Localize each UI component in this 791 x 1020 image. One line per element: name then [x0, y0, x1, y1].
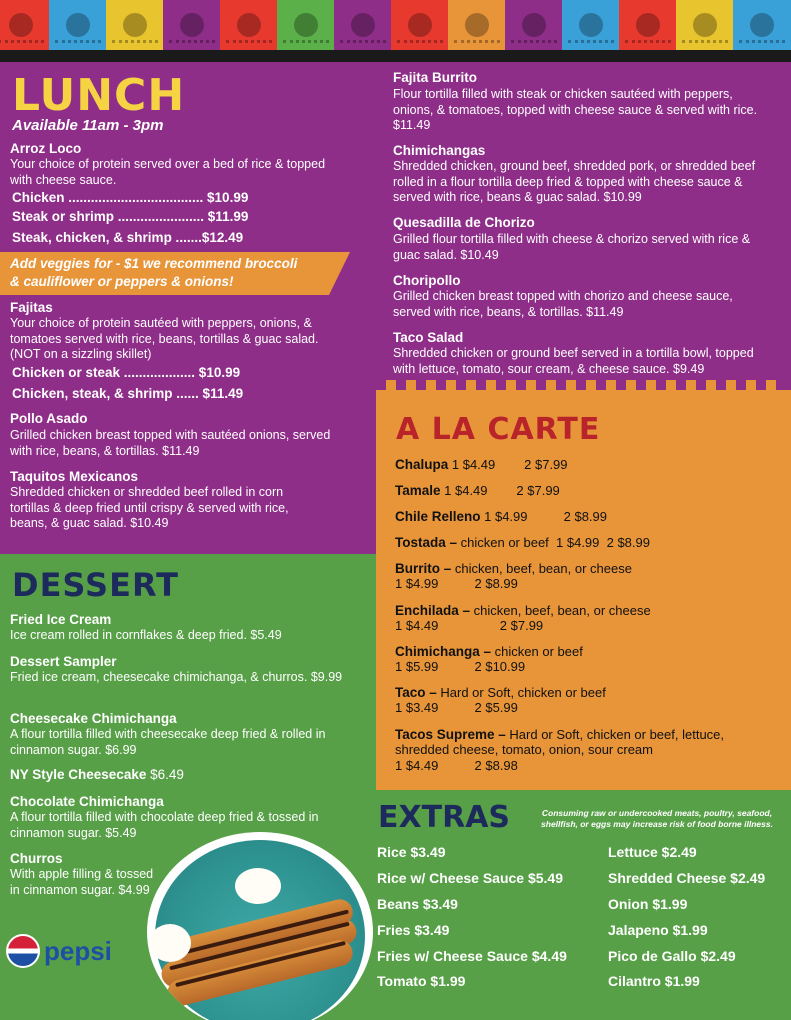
- a-la-carte-item-name: Burrito –: [395, 561, 452, 576]
- papel-picado-flag: [391, 0, 449, 50]
- extras-item: Fries $3.49: [377, 922, 450, 938]
- sun-icon: [9, 13, 33, 37]
- a-la-carte-item-detail: chicken, beef, bean, or cheese: [470, 603, 651, 618]
- extras-item: Onion $1.99: [608, 896, 688, 912]
- ny-cheesecake-price: $6.49: [150, 767, 184, 782]
- taquitos-desc: Shredded chicken or shredded beef rolled in corn tortillas & deep fried until crispy & served with rice, beans, & guac salad. $10.49: [10, 485, 289, 530]
- flag-fringe: [625, 40, 671, 44]
- papel-picado-flag: [448, 0, 506, 50]
- a-la-carte-item-price: 1 $3.49 2 $5.99: [395, 700, 518, 715]
- choripollo-name: Choripollo: [393, 273, 461, 288]
- a-la-carte-item-name: Taco –: [395, 685, 437, 700]
- lunch-hours: Available 11am - 3pm: [12, 117, 164, 134]
- zigzag-border: [376, 380, 791, 400]
- dessert-item-desc: A flour tortilla filled with cheesecake deep fried & rolled in cinnamon sugar. $6.99: [10, 727, 326, 757]
- extras-title: EXTRAS: [378, 800, 511, 835]
- flag-fringe: [169, 40, 215, 44]
- papel-picado-flag: [49, 0, 107, 50]
- a-la-carte-item-detail: Hard or Soft, chicken or beef: [436, 685, 606, 700]
- chimichangas-desc: Shredded chicken, ground beef, shredded pork, or shredded beef rolled in a flour tortilla deep fried & topped with cheese sauce & served with rice, beans & guac salad. $10.99: [393, 159, 756, 204]
- taco-salad-desc: Shredded chicken or ground beef served in a tortilla bowl, topped with lettuce, tomato, sour cream, & cheese sauce. $9.49: [393, 346, 754, 376]
- flag-fringe: [283, 40, 329, 44]
- dessert-item-name: Chocolate Chimichanga: [10, 794, 164, 809]
- papel-picado-flag: [163, 0, 221, 50]
- flower-icon: [750, 13, 774, 37]
- a-la-carte-item-detail: chicken, beef, bean, or cheese: [451, 561, 632, 576]
- a-la-carte-item-price: 1 $5.99 2 $10.99: [395, 659, 526, 674]
- extras-item: Cilantro $1.99: [608, 973, 700, 989]
- extras-item: Jalapeno $1.99: [608, 922, 708, 938]
- flower-icon: [351, 13, 375, 37]
- flag-fringe: [112, 40, 158, 44]
- papel-picado-flag: [619, 0, 677, 50]
- extras-item: Fries w/ Cheese Sauce $4.49: [377, 948, 567, 964]
- a-la-carte-item-name: Tamale: [395, 483, 441, 498]
- a-la-carte-item-detail: chicken or beef 1 $4.99 2 $8.99: [457, 535, 650, 550]
- fajitas-option: Chicken, steak, & shrimp ...... $11.49: [12, 386, 244, 401]
- dessert-item-desc: Ice cream rolled in cornflakes & deep fried. $5.49: [10, 628, 282, 642]
- fajitas-desc: Your choice of protein sautéed with peppers, onions, & tomatoes served with rice, beans, tortillas & guac salad. (NOT on a sizzling skillet): [10, 316, 319, 361]
- fajita-burrito-name: Fajita Burrito: [393, 70, 478, 85]
- dessert-item-name: Dessert Sampler: [10, 654, 117, 669]
- extras-item: Rice $3.49: [377, 844, 446, 860]
- taco-salad-name: Taco Salad: [393, 330, 464, 345]
- sun-icon: [408, 13, 432, 37]
- pollo-asado-name: Pollo Asado: [10, 411, 88, 426]
- papel-picado-flag: [0, 0, 50, 50]
- papel-picado-flag: [676, 0, 734, 50]
- whipped-cream: [149, 924, 191, 962]
- cactus-icon: [180, 13, 204, 37]
- a-la-carte-item: [395, 534, 650, 552]
- arroz-option: Steak or shrimp ....................... $11.99: [12, 209, 249, 224]
- veggie-note: Add veggies for - $1 we recommend broccoli & cauliflower or peppers & onions!: [10, 256, 298, 289]
- dessert-item-desc: A flour tortilla filled with chocolate deep fried & tossed in cinnamon sugar. $5.49: [10, 810, 319, 840]
- extras-item: Rice w/ Cheese Sauce $5.49: [377, 870, 563, 886]
- quesadilla-name: Quesadilla de Chorizo: [393, 215, 535, 230]
- dessert-item-name: Cheesecake Chimichanga: [10, 711, 177, 726]
- papel-picado-flag: [505, 0, 563, 50]
- quesadilla-desc: Grilled flour tortilla filled with cheese & chorizo served with rice & guac salad. $10.49: [393, 232, 751, 262]
- extras-item: Pico de Gallo $2.49: [608, 948, 736, 964]
- a-la-carte-item-price: 1 $4.99 2 $8.99: [395, 576, 518, 591]
- ny-cheesecake-line: [10, 767, 184, 782]
- a-la-carte-item-price: 1 $4.49 2 $8.98: [395, 758, 518, 773]
- extras-item: Lettuce $2.49: [608, 844, 697, 860]
- ny-cheesecake-name: NY Style Cheesecake: [10, 767, 147, 782]
- flag-fringe: [682, 40, 728, 44]
- papel-picado-banner: [0, 0, 791, 62]
- a-la-carte-item-name: Chile Relleno: [395, 509, 481, 524]
- papel-picado-flag: [562, 0, 620, 50]
- arroz-loco-name: Arroz Loco: [10, 141, 82, 156]
- a-la-carte-item-name: Tacos Supreme –: [395, 727, 506, 742]
- a-la-carte-item-price: shredded cheese, tomato, onion, sour cream: [395, 742, 653, 757]
- skull-icon: [237, 13, 261, 37]
- dessert-item-desc: With apple filling & tossed in cinnamon sugar. $4.99: [10, 867, 154, 897]
- flag-fringe: [568, 40, 614, 44]
- arroz-loco-desc: Your choice of protein served over a bed of rice & topped with cheese sauce.: [10, 157, 326, 187]
- skull-icon: [579, 13, 603, 37]
- a-la-carte-item-detail: 1 $4.49 2 $7.99: [440, 483, 560, 498]
- a-la-carte-item-detail: Hard or Soft, chicken or beef, lettuce,: [505, 727, 725, 742]
- a-la-carte-item-name: Chalupa: [395, 457, 449, 472]
- dessert-item-name: Fried Ice Cream: [10, 612, 112, 627]
- flower-icon: [522, 13, 546, 37]
- papel-picado-flag: [220, 0, 278, 50]
- flag-fringe: [739, 40, 785, 44]
- fajitas-option: Chicken or steak ................... $10.99: [12, 365, 241, 380]
- a-la-carte-item-detail: 1 $4.99 2 $8.99: [480, 509, 607, 524]
- arroz-option: Steak, chicken, & shrimp .......$12.49: [12, 230, 244, 245]
- fajitas-name: Fajitas: [10, 300, 53, 315]
- a-la-carte-item-price: 1 $4.49 2 $7.99: [395, 618, 544, 633]
- flower-icon: [636, 13, 660, 37]
- a-la-carte-item-name: Enchilada –: [395, 603, 471, 618]
- dessert-item-name: Churros: [10, 851, 63, 866]
- papel-picado-flag: [334, 0, 392, 50]
- whipped-cream: [235, 868, 281, 904]
- flag-fringe: [226, 40, 272, 44]
- fajita-burrito-desc: Flour tortilla filled with steak or chicken sautéed with peppers, onions, & tomatoes, topped with cheese sauce & served with rice. $11.49: [393, 87, 758, 132]
- a-la-carte-item-detail: chicken or beef: [491, 644, 583, 659]
- extras-item: Tomato $1.99: [377, 973, 466, 989]
- food-safety-warning: Consuming raw or undercooked meats, poultry, seafood, shellfish, or eggs may increase risk of food borne illness.: [541, 808, 773, 829]
- taquitos-name: Taquitos Mexicanos: [10, 469, 139, 484]
- flag-fringe: [0, 40, 44, 44]
- heart-icon: [465, 13, 489, 37]
- dessert-item-desc: Fried ice cream, cheesecake chimichanga, & churros. $9.99: [10, 670, 343, 684]
- pollo-asado-desc: Grilled chicken breast topped with sautéed onions, served with rice, beans, & tortillas. $11.49: [10, 428, 331, 458]
- pepsi-globe-icon: [6, 934, 40, 968]
- lunch-title: LUNCH: [12, 70, 186, 121]
- flag-fringe: [340, 40, 386, 44]
- a-la-carte-item-name: Tostada –: [395, 535, 458, 550]
- choripollo-desc: Grilled chicken breast topped with chorizo and cheese sauce, served with rice, beans, & tortillas. $11.49: [393, 289, 733, 319]
- a-la-carte-item: [395, 508, 607, 526]
- flag-fringe: [397, 40, 443, 44]
- papel-picado-flag: [277, 0, 335, 50]
- extras-item: Shredded Cheese $2.49: [608, 870, 766, 886]
- a-la-carte-item: [395, 482, 560, 500]
- flower-icon: [294, 13, 318, 37]
- pepsi-wordmark: pepsi: [44, 936, 112, 966]
- flag-fringe: [454, 40, 500, 44]
- dessert-title: DESSERT: [12, 566, 179, 604]
- papel-picado-flag: [106, 0, 164, 50]
- a-la-carte-title: A LA CARTE: [396, 412, 601, 447]
- a-la-carte-item: [395, 456, 568, 474]
- arroz-option: Chicken .................................... $10.99: [12, 190, 249, 205]
- cactus-icon: [693, 13, 717, 37]
- flag-fringe: [55, 40, 101, 44]
- a-la-carte-item-detail: 1 $4.49 2 $7.99: [448, 457, 568, 472]
- flag-fringe: [511, 40, 557, 44]
- flower-icon: [123, 13, 147, 37]
- papel-picado-flag: [733, 0, 791, 50]
- chimichangas-name: Chimichangas: [393, 143, 486, 158]
- a-la-carte-item-name: Chimichanga –: [395, 644, 492, 659]
- skull-icon: [66, 13, 90, 37]
- churros-photo: [147, 832, 373, 1020]
- extras-item: Beans $3.49: [377, 896, 458, 912]
